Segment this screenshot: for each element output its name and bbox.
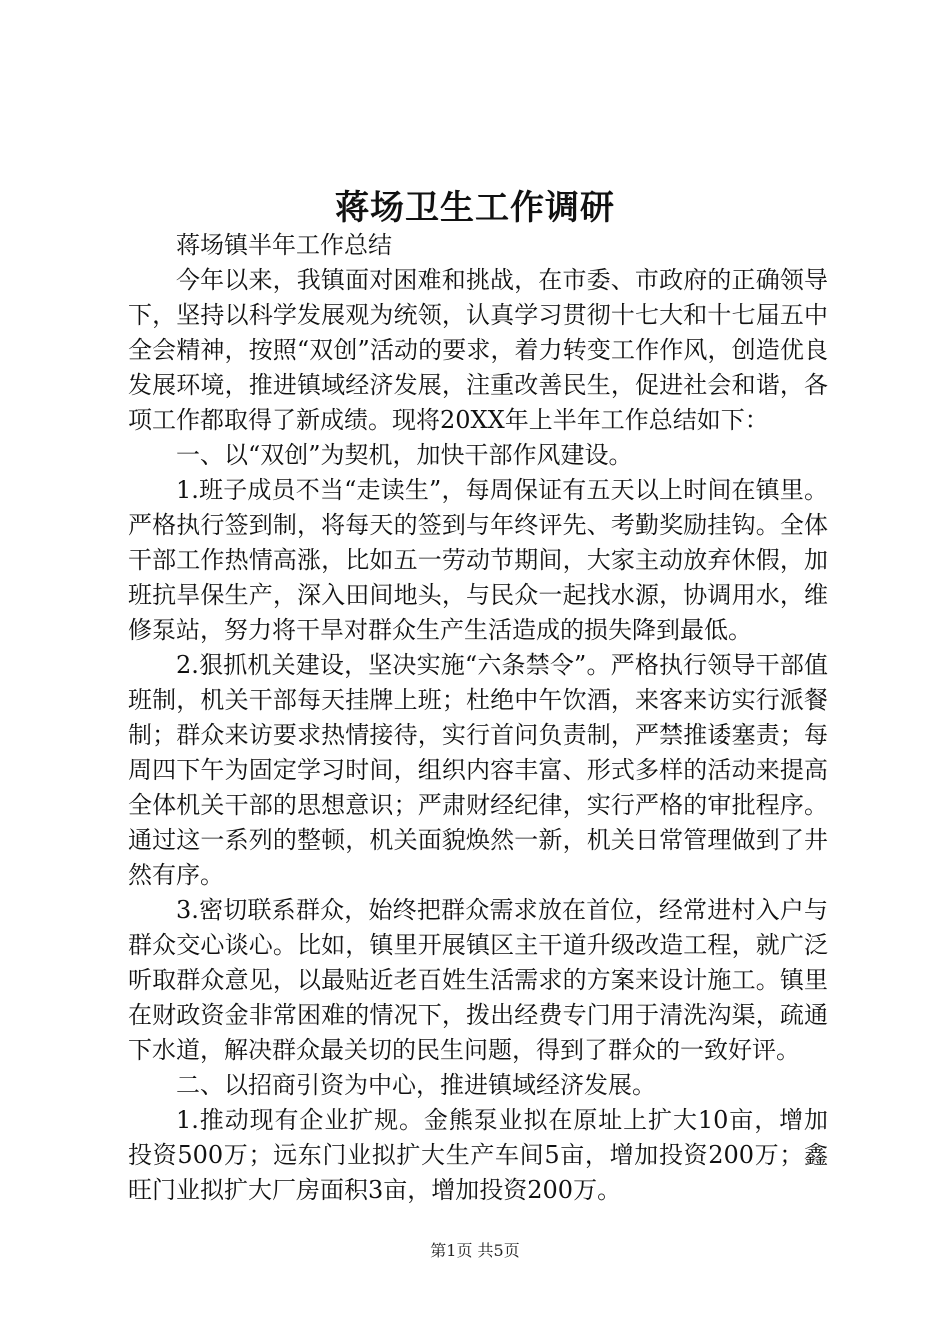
paragraph-item-1-3: 3.密切联系群众，始终把群众需求放在首位，经常进村入户与群众交心谈心。比如，镇里开展镇区主干道升级改造工程，就广泛听取群众意见，以最贴近老百姓生活需求的方案来设计施工。镇里在财政资金非常困难的情况下，拨出经费专门用于清洗沟渠，疏通下水道，解决群众最关切的民生问题，得到了群众的一致好评。	[128, 896, 828, 1064]
paragraph-intro: 今年以来，我镇面对困难和挑战，在市委、市政府的正确领导下，坚持以科学发展观为统领，认真学习贯彻十七大和十七届五中全会精神，按照“双创”活动的要求，着力转变工作作风，创造优良发展环境，推进镇域经济发展，注重改善民生，促进社会和谐，各项工作都取得了新成绩。现将20XX年上半年工作总结如下：	[128, 266, 828, 434]
paragraph-item-1-2: 2.狠抓机关建设，坚决实施“六条禁令”。严格执行领导干部值班制，机关干部每天挂牌上班；杜绝中午饮酒，来客来访实行派餐制；群众来访要求热情接待，实行首问负责制，严禁推诿塞责；每周四下午为固定学习时间，组织内容丰富、形式多样的活动来提高全体机关干部的思想意识；严肃财经纪律，实行严格的审批程序。通过这一系列的整顿，机关面貌焕然一新，机关日常管理做到了井然有序。	[128, 651, 828, 889]
paragraph-item-2-1: 1.推动现有企业扩规。金熊泵业拟在原址上扩大10亩，增加投资500万；远东门业拟扩大生产车间5亩，增加投资200万；鑫旺门业拟扩大厂房面积3亩，增加投资200万。	[128, 1106, 828, 1204]
paragraph-item-1-1: 1.班子成员不当“走读生”，每周保证有五天以上时间在镇里。严格执行签到制，将每天的签到与年终评先、考勤奖励挂钩。全体干部工作热情高涨，比如五一劳动节期间，大家主动放弃休假，加班抗旱保生产，深入田间地头，与民众一起找水源，协调用水，维修泵站，努力将干旱对群众生产生活造成的损失降到最低。	[128, 476, 828, 644]
document-title: 蒋场卫生工作调研	[335, 188, 615, 228]
paragraph-subtitle: 蒋场镇半年工作总结	[176, 231, 392, 259]
page-footer: 第1页 共5页	[430, 1241, 520, 1260]
document-body	[128, 228, 828, 1208]
section-heading-2: 二、以招商引资为中心，推进镇域经济发展。	[176, 1071, 656, 1099]
section-heading-1: 一、以“双创”为契机，加快干部作风建设。	[176, 441, 633, 469]
